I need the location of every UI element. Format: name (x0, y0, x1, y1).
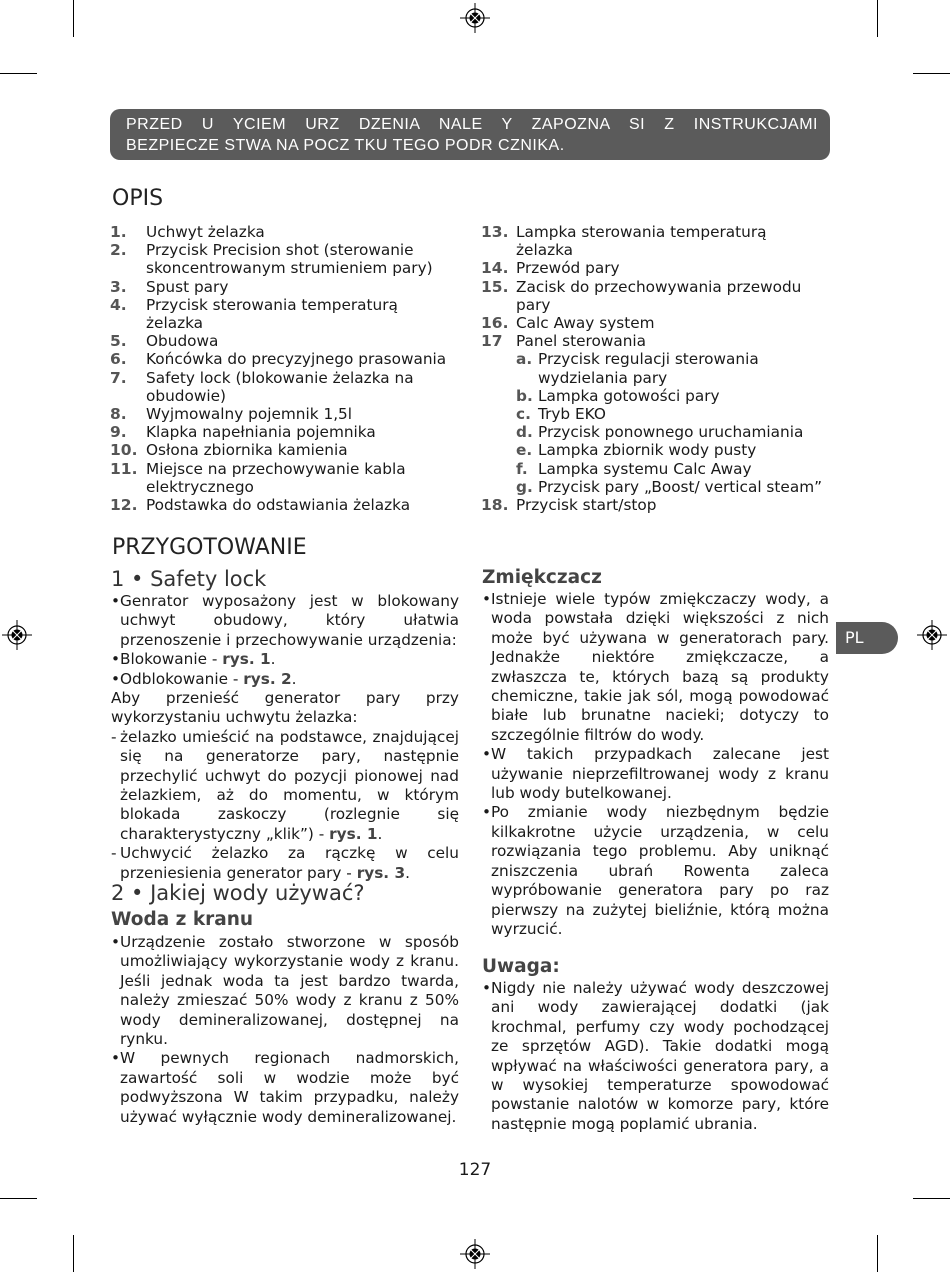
item-number: 11. (110, 459, 138, 478)
item-number: 10. (110, 441, 138, 460)
list-item (110, 296, 455, 332)
figure-ref: rys. 3 (356, 863, 406, 882)
registration-mark-icon (460, 1239, 490, 1269)
list-subitem (481, 350, 826, 386)
language-tab: PL (836, 622, 898, 654)
list-item (110, 241, 455, 277)
list-subitem (481, 387, 826, 405)
przygotowanie-title: PRZYGOTOWANIE (112, 535, 307, 560)
list-item (481, 332, 826, 350)
item-text: Podstawka do odstawiania żelazka (146, 496, 411, 515)
list-item: - Uchwycić żelazko za rączkę w celu przeniesienia generator pary - rys. 3. (111, 844, 459, 882)
subitem-letter: c. (516, 405, 531, 424)
figure-ref: rys. 2 (243, 669, 292, 688)
list-item (481, 278, 826, 314)
item-number: 14. (481, 259, 509, 278)
paragraph: Aby przenieść generator pary przy wykorzystaniu uchwytu żelazka: (111, 689, 459, 727)
list-item (481, 496, 826, 514)
item-text: Przycisk regulacji sterowania wydzielania pary (538, 350, 759, 387)
item-number: 17 (481, 332, 503, 351)
list-item: • W pewnych regionach nadmorskich, zawartość soli w wodzie może być podwyższona W takim przypadku, należy używać wyłącznie wody demineralizowanej. (111, 1049, 459, 1126)
warning-text (482, 979, 829, 1134)
page-number: 127 (458, 1160, 492, 1180)
list-subitem (481, 460, 826, 478)
item-text: Klapka napełniania pojemnika (146, 423, 376, 442)
item-number: 15. (481, 277, 509, 296)
item-text: Zacisk do przechowywania przewodu pary (516, 277, 802, 314)
figure-ref: rys. 1 (222, 650, 271, 669)
item-text: Lampka zbiornik wody pusty (538, 441, 757, 460)
figure-ref: rys. 1 (329, 824, 378, 843)
list-item (110, 223, 455, 241)
list-subitem (481, 405, 826, 423)
item-text: Przycisk sterowania temperaturą żelazka (146, 295, 398, 333)
crop-mark (877, 1235, 878, 1272)
item-text: Safety lock (blokowanie żelazka na obudowie) (146, 368, 414, 405)
item-number: 13. (481, 223, 509, 241)
section-2-title: 2 • Jakiej wody używać? (111, 881, 365, 905)
list-item: - żelazko umieścić na podstawce, znajdującej się na generatorze pary, następnie przechylić uchwyt do pozycji pionowej nad żelazkiem, aż do momentu, w którym blokada zaskoczy (rozlegnie się charakterystyczny „klik”) - rys. 1. (111, 727, 459, 843)
list-item (110, 496, 455, 514)
list-item (110, 278, 455, 296)
subitem-letter: f. (516, 459, 528, 478)
list-item (110, 423, 455, 441)
softener-text (482, 590, 829, 939)
item-text: Obudowa (146, 332, 219, 351)
list-item (481, 223, 826, 259)
list-item (110, 460, 455, 496)
list-item: • Urządzenie zostało stworzone w sposób umożliwiający wykorzystanie wody z kranu. Jeśli jednak woda ta jest bardzo twarda, należy zmieszać 50% wody z kranu z 50% wody demineralizowanej, dostępnej na rynku. (111, 933, 459, 1049)
subitem-letter: d. (516, 423, 533, 442)
crop-mark (877, 0, 878, 37)
crop-mark (73, 0, 74, 37)
warning-heading: Uwaga: (482, 956, 560, 977)
crop-mark (0, 73, 37, 74)
item-text: Uchwyt żelazka (146, 223, 265, 241)
item-text: Lampka sterowania temperaturą żelazka (516, 223, 767, 260)
crop-mark (913, 73, 950, 74)
list-item (110, 369, 455, 405)
safety-lock-text (111, 592, 459, 883)
list-item: • Genrator wyposażony jest w blokowany uchwyt obudowy, który ułatwia przenoszenie i przechowywanie urządzenia: (111, 592, 459, 649)
list-subitem (481, 441, 826, 459)
item-text: Przycisk pary „Boost/ vertical steam” (538, 477, 823, 496)
item-number: 18. (481, 496, 509, 515)
softener-heading: Zmiękczacz (482, 567, 602, 588)
item-text: Lampka systemu Calc Away (538, 459, 752, 478)
list-item (110, 350, 455, 368)
item-number: 16. (481, 314, 509, 333)
item-text: Lampka gotowości pary (538, 386, 720, 405)
opis-list-left (110, 223, 455, 514)
item-text: Przewód pary (516, 259, 620, 278)
item-text: Miejsce na przechowywanie kabla elektrycznego (146, 459, 406, 496)
registration-mark-icon (917, 620, 947, 650)
item-number: 3. (110, 277, 127, 296)
item-text: Panel sterowania (516, 332, 647, 351)
crop-mark (73, 1235, 74, 1272)
tap-water-text (111, 933, 459, 1127)
item-number: 12. (110, 496, 138, 515)
item-number: 4. (110, 295, 127, 314)
item-number: 6. (110, 350, 127, 369)
item-text: Spust pary (146, 277, 229, 296)
list-item (110, 405, 455, 423)
item-number: 2. (110, 241, 127, 260)
item-text: Calc Away system (516, 314, 655, 333)
opis-list-right (481, 223, 826, 514)
item-number: 8. (110, 405, 127, 424)
crop-mark (913, 1198, 950, 1199)
item-text: Tryb EKO (538, 405, 606, 424)
item-text: Wyjmowalny pojemnik 1,5l (146, 405, 353, 424)
registration-mark-icon (2, 620, 32, 650)
tap-water-heading: Woda z kranu (111, 909, 254, 930)
list-item (110, 332, 455, 350)
list-item: • Nigdy nie należy używać wody deszczowej ani wody zawierającej dodatki (jak krochmal, perfumy czy wody pochodzącej ze sprzętów AGD). Takie dodatki mogą wpływać na właściwości generatora pary, a w wysokiej temperaturze spowodować powstanie nalotów w komorze pary, które następnie mogą poplamić ubrania. (482, 979, 829, 1133)
banner-line-2: BEZPIECZE STWA NA POCZ TKU TEGO PODR CZNIKA. (126, 137, 565, 154)
list-item (110, 441, 455, 459)
list-item (481, 259, 826, 277)
list-item: • Odblokowanie - rys. 2. (111, 669, 297, 688)
subitem-letter: b. (516, 386, 533, 405)
subitem-letter: a. (516, 350, 533, 369)
list-subitem (481, 423, 826, 441)
safety-banner (110, 109, 830, 160)
item-text: Końcówka do precyzyjnego prasowania (146, 350, 447, 369)
subitem-letter: g. (516, 477, 533, 496)
crop-mark (0, 1198, 37, 1199)
list-item (481, 314, 826, 332)
item-text: Osłona zbiornika kamienia (146, 441, 348, 460)
opis-title: OPIS (112, 186, 164, 211)
list-item: • Po zmianie wody niezbędnym będzie kilkakrotne użycie urządzenia, w celu rozwiązania tego problemu. Aby uniknąć zniszczenia ubrań Rowenta zaleca wypróbowanie generatora pary po raz pierwszy na zużytej bieliźnie, którą można wyrzucić. (482, 803, 829, 938)
registration-mark-icon (460, 3, 490, 33)
item-number: 5. (110, 332, 127, 351)
list-item: • Istnieje wiele typów zmiękczaczy wody, a woda powstała dzięki większości z nich może być używana w generatorach pary. Jednakże niektóre zmiękczacze, a zwłaszcza te, których bazą są produkty chemiczne, takie jak sól, mogą powodować białe lub brunatne nacieki; dotyczy to szczególnie filtrów do wody. (482, 590, 829, 744)
list-item: • Blokowanie - rys. 1. (111, 650, 276, 669)
item-number: 7. (110, 368, 127, 387)
list-item: • W takich przypadkach zalecane jest używanie nieprzefiltrowanej wody z kranu lub wody butelkowanej. (482, 745, 829, 803)
item-number: 9. (110, 423, 127, 442)
banner-line-1: PRZED U YCIEM URZ DZENIA NALE Y ZAPOZNA SI Z INSTRUKCJAMI (126, 116, 818, 133)
item-number: 1. (110, 223, 127, 241)
list-subitem (481, 478, 826, 496)
section-1-title: 1 • Safety lock (111, 567, 267, 591)
item-text: Przycisk Precision shot (sterowanie skoncentrowanym strumieniem pary) (146, 241, 433, 278)
subitem-letter: e. (516, 441, 533, 460)
item-text: Przycisk ponownego uruchamiania (538, 423, 804, 442)
item-text: Przycisk start/stop (516, 496, 657, 515)
